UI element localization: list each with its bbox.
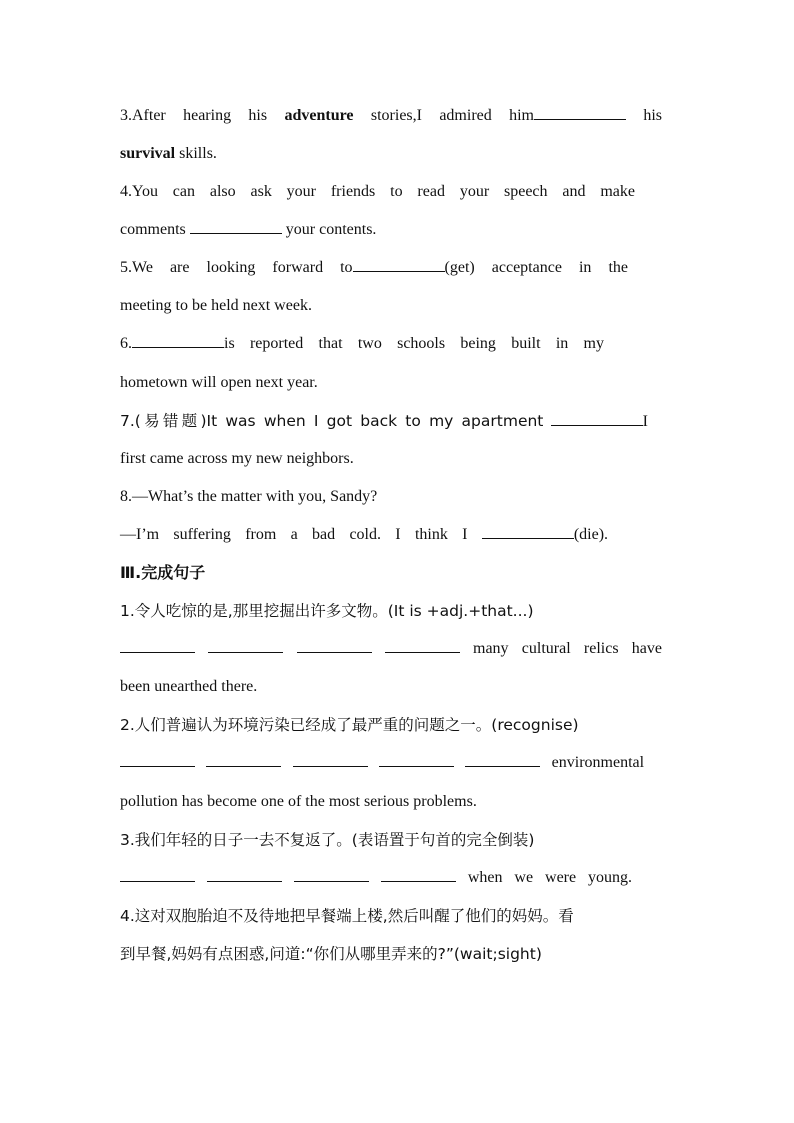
q3-bold-adventure: adventure [284,107,354,124]
s3-blank-4[interactable] [381,866,456,882]
q8-text-a: —I’m suffering from a bad cold. I think I [120,526,468,543]
q3-text-d: skills. [179,145,217,162]
q8-line-2 [120,523,608,547]
s3-prompt: 3.我们年轻的日子一去不复返了。(表语置于句首的完全倒装) [120,831,535,849]
q4-line-2 [120,218,662,242]
s2-tail: environmental [551,754,645,771]
s3-line-2 [120,866,632,890]
q4-text-b: your contents. [285,221,377,238]
s2-blank-5[interactable] [465,751,540,767]
s1-blank-1[interactable] [120,637,195,653]
s1-blank-2[interactable] [208,637,283,653]
q4-line-1: 4.You can also ask your friends to read your speech and make [120,183,635,200]
q3-text-b: stories,I admired him [370,107,534,124]
q7-line-1 [120,409,648,433]
s2-blank-2[interactable] [206,751,281,767]
s2-prompt: 2.人们普遍认为环境污染已经成了最严重的问题之一。(recognise) [120,716,579,734]
s1-tail: many cultural relics have [473,640,663,657]
s2-blank-1[interactable] [120,751,195,767]
s2-line-3: pollution has become one of the most serious problems. [120,793,477,810]
q4-text-a: comments [120,221,186,238]
q8-text-b: (die). [573,526,609,543]
s1-line-3: been unearthed there. [120,678,258,695]
q8-line-1: 8.—What’s the matter with you, Sandy? [120,488,378,505]
q3-text-a: 3.After hearing his [120,107,268,124]
q5-text-a: 5.We are looking forward to [120,259,353,276]
q5-text-b: (get) acceptance in the [444,259,628,276]
q3-bold-survival: survival [120,145,176,162]
q5-line-2: meeting to be held next week. [120,297,312,314]
q7-answer-blank[interactable] [551,410,643,426]
s2-line-2 [120,751,644,775]
s3-tail: when we were young. [467,869,633,886]
q5-answer-blank[interactable] [353,256,445,272]
q7-line-2: first came across my new neighbors. [120,450,354,467]
q3-text-c: his [643,107,663,124]
s4-prompt-1: 4.这对双胞胎迫不及待地把早餐端上楼,然后叫醒了他们的妈妈。看 [120,907,574,925]
s3-blank-1[interactable] [120,866,195,882]
q3-line-2 [120,142,662,166]
q7-text-a: 7.(易错题)It was when I got back to my apartment [120,412,544,430]
s4-prompt-2: 到早餐,妈妈有点困惑,问道:“你们从哪里弄来的?”(wait;sight) [120,945,542,963]
s3-blank-2[interactable] [207,866,282,882]
q3-answer-blank[interactable] [534,104,626,120]
q8-answer-blank[interactable] [482,523,574,539]
section-3-title: Ⅲ.完成句子 [120,563,206,582]
q6-line-2: hometown will open next year. [120,374,318,391]
q3-line-1 [120,104,662,128]
s2-blank-3[interactable] [293,751,368,767]
q5-line-1 [120,256,628,280]
q6-text-b: is reported that two schools being built in my [224,335,604,352]
q7-text-b: I [642,413,648,430]
q6-line-1 [120,332,604,356]
s1-blank-4[interactable] [385,637,460,653]
s2-blank-4[interactable] [379,751,454,767]
s1-line-2 [120,637,662,661]
q4-answer-blank[interactable] [190,218,282,234]
q6-text-a: 6. [120,335,132,352]
s1-prompt: 1.令人吃惊的是,那里挖掘出许多文物。(It is +adj.+that...) [120,602,534,620]
s1-blank-3[interactable] [297,637,372,653]
q6-answer-blank[interactable] [132,332,224,348]
s3-blank-3[interactable] [294,866,369,882]
